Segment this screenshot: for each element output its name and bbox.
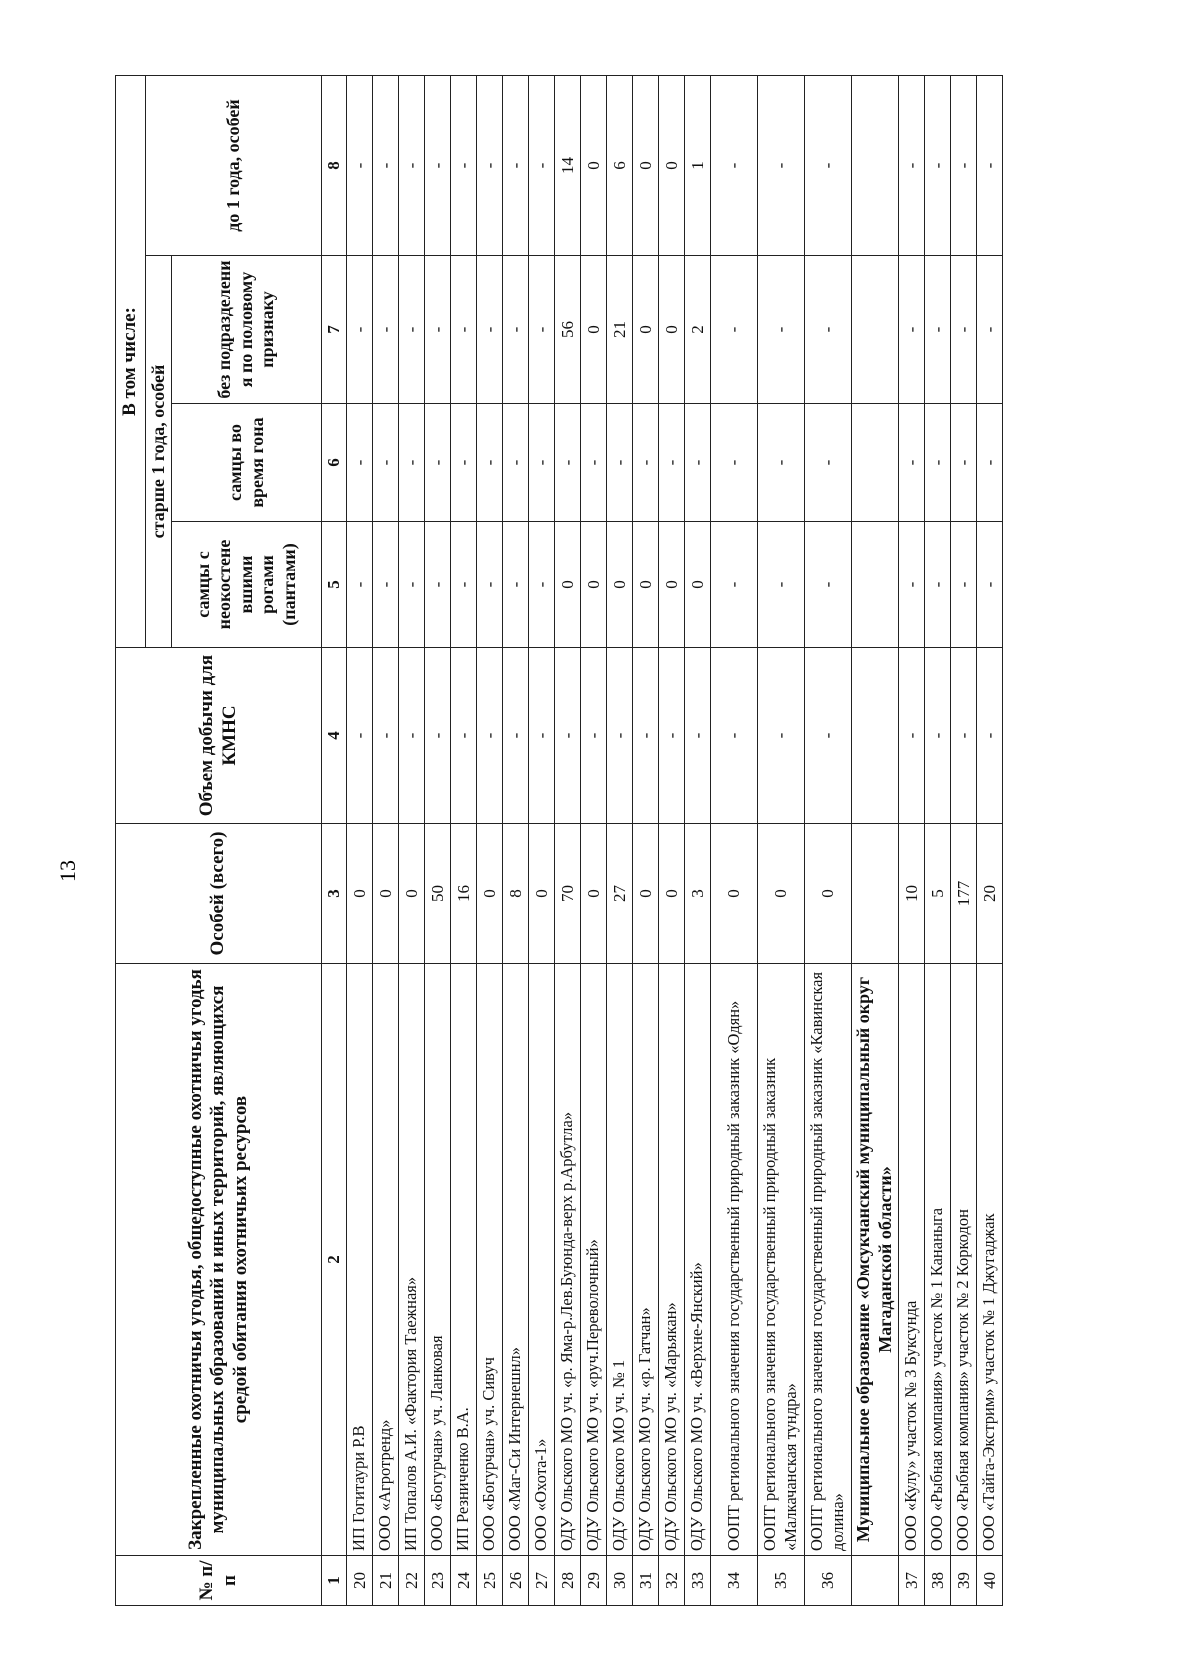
hunting-ground-name: ООПТ регионального значения государственный природный заказник «Одян» (711, 964, 758, 1556)
males-rut: - (758, 404, 805, 522)
males-rut: - (451, 404, 477, 522)
row-number: 37 (899, 1556, 925, 1606)
row-number: 40 (977, 1556, 1003, 1606)
column-number: 6 (322, 404, 347, 522)
header-males-rut: самцы во время гона (172, 404, 322, 522)
table-row (758, 75, 805, 1605)
header-kmns-volume: Объем добычи для КМНС (116, 648, 322, 824)
males-antlers: - (399, 522, 425, 648)
total-individuals: 5 (925, 824, 951, 964)
under-1-year: - (425, 75, 451, 255)
males-rut: - (805, 404, 852, 522)
table-row (529, 75, 555, 1605)
kmns-volume: - (503, 648, 529, 824)
under-1-year: - (899, 75, 925, 255)
section-title: Муниципальное образование «Омсукчанский муниципальный округ Магаданской области» (852, 964, 899, 1556)
hunting-ground-name: ОДУ Ольского МО уч. «р. Гатчан» (633, 964, 659, 1556)
total-individuals: 0 (805, 824, 852, 964)
hunting-ground-name: ИП Гогитаури Р.В (347, 964, 373, 1556)
hunting-ground-name: ОДУ Ольского МО уч. № 1 (607, 964, 633, 1556)
males-antlers: - (977, 522, 1003, 648)
table-row (477, 75, 503, 1605)
under-1-year: - (503, 75, 529, 255)
hunting-ground-name: ООО «Охота-1» (529, 964, 555, 1556)
total-individuals: 50 (425, 824, 451, 964)
no-sex-division: - (899, 256, 925, 404)
table-row (951, 75, 977, 1605)
table-row (899, 75, 925, 1605)
hunting-resources-table (115, 75, 1003, 1606)
row-number: 21 (373, 1556, 399, 1606)
section-empty-cell (852, 256, 899, 404)
table-row (451, 75, 477, 1605)
under-1-year: - (925, 75, 951, 255)
males-rut: - (899, 404, 925, 522)
males-antlers: - (805, 522, 852, 648)
table-body-ola-district (347, 75, 852, 1605)
hunting-ground-name: ОДУ Ольского МО уч. «руч.Переволочный» (581, 964, 607, 1556)
no-sex-division: 0 (659, 256, 685, 404)
row-number: 26 (503, 1556, 529, 1606)
row-number: 33 (685, 1556, 711, 1606)
under-1-year: 1 (685, 75, 711, 255)
hunting-ground-name: ООО «Богурчан» уч. Сивуч (477, 964, 503, 1556)
males-rut: - (425, 404, 451, 522)
kmns-volume: - (977, 648, 1003, 824)
row-number: 25 (477, 1556, 503, 1606)
hunting-ground-name: ИП Резниченко В.А. (451, 964, 477, 1556)
hunting-ground-name: ОДУ Ольского МО уч. «Марьякан» (659, 964, 685, 1556)
section-number-cell (852, 1556, 899, 1606)
no-sex-division: - (477, 256, 503, 404)
males-antlers: 0 (607, 522, 633, 648)
table-row (659, 75, 685, 1605)
under-1-year: - (805, 75, 852, 255)
under-1-year: - (451, 75, 477, 255)
kmns-volume: - (373, 648, 399, 824)
no-sex-division: - (451, 256, 477, 404)
males-antlers: - (503, 522, 529, 648)
males-rut: - (685, 404, 711, 522)
header-hunting-grounds: Закрепленные охотничьи угодья, общедоступные охотничьи угодья муниципальных образований и иных территорий, являющихся средой обитания охотничьих ресурсов (116, 964, 322, 1556)
table-body-omsukchan-district (899, 75, 1003, 1605)
total-individuals: 0 (399, 824, 425, 964)
males-antlers: - (711, 522, 758, 648)
row-number: 23 (425, 1556, 451, 1606)
males-antlers: - (758, 522, 805, 648)
males-rut: - (399, 404, 425, 522)
males-rut: - (555, 404, 581, 522)
kmns-volume: - (711, 648, 758, 824)
males-rut: - (607, 404, 633, 522)
kmns-volume: - (925, 648, 951, 824)
kmns-volume: - (399, 648, 425, 824)
total-individuals: 0 (373, 824, 399, 964)
hunting-ground-name: ООО «Маг-Си Интернешнл» (503, 964, 529, 1556)
total-individuals: 0 (659, 824, 685, 964)
section-empty-cell (852, 824, 899, 964)
kmns-volume: - (805, 648, 852, 824)
males-rut: - (503, 404, 529, 522)
kmns-volume: - (899, 648, 925, 824)
under-1-year: 14 (555, 75, 581, 255)
males-antlers: - (899, 522, 925, 648)
no-sex-division: 2 (685, 256, 711, 404)
table-row (581, 75, 607, 1605)
column-number: 5 (322, 522, 347, 648)
table-row (425, 75, 451, 1605)
table-row (805, 75, 852, 1605)
header-in-total: В том числе: (116, 75, 146, 647)
under-1-year: - (951, 75, 977, 255)
header-total-individuals: Особей (всего) (116, 824, 322, 964)
table-row (633, 75, 659, 1605)
males-rut: - (347, 404, 373, 522)
total-individuals: 0 (581, 824, 607, 964)
hunting-ground-name: ИП Топалов А.И. «Фактория Таежная» (399, 964, 425, 1556)
table-row (607, 75, 633, 1605)
total-individuals: 0 (529, 824, 555, 964)
section-empty-cell (852, 404, 899, 522)
no-sex-division: - (347, 256, 373, 404)
total-individuals: 16 (451, 824, 477, 964)
section-empty-cell (852, 522, 899, 648)
under-1-year: 0 (659, 75, 685, 255)
hunting-ground-name: ОДУ Ольского МО уч. «р. Яма-р.Лев.Буюнда-верх р.Арбутла» (555, 964, 581, 1556)
males-antlers: - (451, 522, 477, 648)
males-antlers: - (925, 522, 951, 648)
under-1-year: 0 (633, 75, 659, 255)
no-sex-division: - (503, 256, 529, 404)
no-sex-division: - (925, 256, 951, 404)
total-individuals: 0 (477, 824, 503, 964)
column-number: 3 (322, 824, 347, 964)
males-antlers: - (951, 522, 977, 648)
total-individuals: 0 (711, 824, 758, 964)
males-antlers: - (347, 522, 373, 648)
males-antlers: - (373, 522, 399, 648)
header-no-sex-division: без подразделени я по половому признаку (172, 256, 322, 404)
under-1-year: - (758, 75, 805, 255)
kmns-volume: - (951, 648, 977, 824)
row-number: 35 (758, 1556, 805, 1606)
males-rut: - (951, 404, 977, 522)
hunting-ground-name: ООО «Кулу» участок № 3 Буксунда (899, 964, 925, 1556)
row-number: 32 (659, 1556, 685, 1606)
column-number: 4 (322, 648, 347, 824)
males-rut: - (925, 404, 951, 522)
hunting-ground-name: ООО «Тайга-Экстрим» участок № 1 Джугаджак (977, 964, 1003, 1556)
column-number: 2 (322, 964, 347, 1556)
kmns-volume: - (659, 648, 685, 824)
table-row (373, 75, 399, 1605)
no-sex-division: - (758, 256, 805, 404)
total-individuals: 177 (951, 824, 977, 964)
total-individuals: 0 (347, 824, 373, 964)
hunting-ground-name: ООО «Богурчан» уч. Ланковая (425, 964, 451, 1556)
under-1-year: - (373, 75, 399, 255)
no-sex-division: - (977, 256, 1003, 404)
under-1-year: - (977, 75, 1003, 255)
males-antlers: - (477, 522, 503, 648)
no-sex-division: 0 (581, 256, 607, 404)
total-individuals: 70 (555, 824, 581, 964)
kmns-volume: - (529, 648, 555, 824)
males-rut: - (373, 404, 399, 522)
kmns-volume: - (685, 648, 711, 824)
page-number: 13 (55, 860, 80, 882)
row-number: 24 (451, 1556, 477, 1606)
no-sex-division: - (425, 256, 451, 404)
total-individuals: 0 (633, 824, 659, 964)
kmns-volume: - (633, 648, 659, 824)
column-number-row (322, 75, 347, 1605)
males-rut: - (659, 404, 685, 522)
no-sex-division: - (399, 256, 425, 404)
header-older-than-1-year: старше 1 года, особей (146, 256, 172, 648)
table-row (555, 75, 581, 1605)
row-number: 29 (581, 1556, 607, 1606)
males-antlers: 0 (633, 522, 659, 648)
rotated-table-container (115, 46, 1003, 1606)
column-number: 1 (322, 1556, 347, 1606)
under-1-year: - (347, 75, 373, 255)
males-antlers: 0 (555, 522, 581, 648)
total-individuals: 0 (758, 824, 805, 964)
row-number: 28 (555, 1556, 581, 1606)
table-row (925, 75, 951, 1605)
row-number: 30 (607, 1556, 633, 1606)
table-row (399, 75, 425, 1605)
under-1-year: - (529, 75, 555, 255)
males-antlers: 0 (581, 522, 607, 648)
no-sex-division: 56 (555, 256, 581, 404)
under-1-year: - (399, 75, 425, 255)
row-number: 34 (711, 1556, 758, 1606)
kmns-volume: - (347, 648, 373, 824)
hunting-ground-name: ООО «Агротренд» (373, 964, 399, 1556)
no-sex-division: - (951, 256, 977, 404)
row-number: 38 (925, 1556, 951, 1606)
row-number: 39 (951, 1556, 977, 1606)
males-rut: - (977, 404, 1003, 522)
kmns-volume: - (581, 648, 607, 824)
males-rut: - (477, 404, 503, 522)
total-individuals: 27 (607, 824, 633, 964)
males-antlers: - (425, 522, 451, 648)
row-number: 36 (805, 1556, 852, 1606)
males-rut: - (711, 404, 758, 522)
hunting-ground-name: ООПТ регионального значения государственный природный заказник «Малкачанская тундра» (758, 964, 805, 1556)
hunting-ground-name: ОДУ Ольского МО уч. «Верхне-Янский» (685, 964, 711, 1556)
no-sex-division: - (805, 256, 852, 404)
no-sex-division: 21 (607, 256, 633, 404)
males-antlers: 0 (659, 522, 685, 648)
row-number: 20 (347, 1556, 373, 1606)
kmns-volume: - (451, 648, 477, 824)
males-antlers: 0 (685, 522, 711, 648)
header-males-antlers: самцы с неокостене вшими рогами (пантами) (172, 522, 322, 648)
males-rut: - (581, 404, 607, 522)
no-sex-division: - (711, 256, 758, 404)
total-individuals: 20 (977, 824, 1003, 964)
table-row (347, 75, 373, 1605)
kmns-volume: - (477, 648, 503, 824)
males-rut: - (633, 404, 659, 522)
kmns-volume: - (425, 648, 451, 824)
row-number: 22 (399, 1556, 425, 1606)
hunting-ground-name: ООО «Рыбная компания» участок № 2 Коркодон (951, 964, 977, 1556)
section-row (852, 75, 899, 1605)
header-row-number: № п/п (116, 1556, 322, 1606)
no-sex-division: 0 (633, 256, 659, 404)
section-empty-cell (852, 75, 899, 255)
hunting-ground-name: ООО «Рыбная компания» участок № 1 Кананыга (925, 964, 951, 1556)
under-1-year: 0 (581, 75, 607, 255)
table-row (685, 75, 711, 1605)
section-empty-cell (852, 648, 899, 824)
under-1-year: - (711, 75, 758, 255)
column-number: 7 (322, 256, 347, 404)
no-sex-division: - (529, 256, 555, 404)
column-number: 8 (322, 75, 347, 255)
row-number: 31 (633, 1556, 659, 1606)
under-1-year: 6 (607, 75, 633, 255)
total-individuals: 3 (685, 824, 711, 964)
kmns-volume: - (555, 648, 581, 824)
total-individuals: 8 (503, 824, 529, 964)
table-row (711, 75, 758, 1605)
table-row (977, 75, 1003, 1605)
total-individuals: 10 (899, 824, 925, 964)
kmns-volume: - (758, 648, 805, 824)
hunting-ground-name: ООПТ регионального значения государственный природный заказник «Кавинская долина» (805, 964, 852, 1556)
row-number: 27 (529, 1556, 555, 1606)
males-antlers: - (529, 522, 555, 648)
under-1-year: - (477, 75, 503, 255)
kmns-volume: - (607, 648, 633, 824)
table-row (503, 75, 529, 1605)
header-under-1-year: до 1 года, особей (146, 75, 322, 255)
males-rut: - (529, 404, 555, 522)
no-sex-division: - (373, 256, 399, 404)
